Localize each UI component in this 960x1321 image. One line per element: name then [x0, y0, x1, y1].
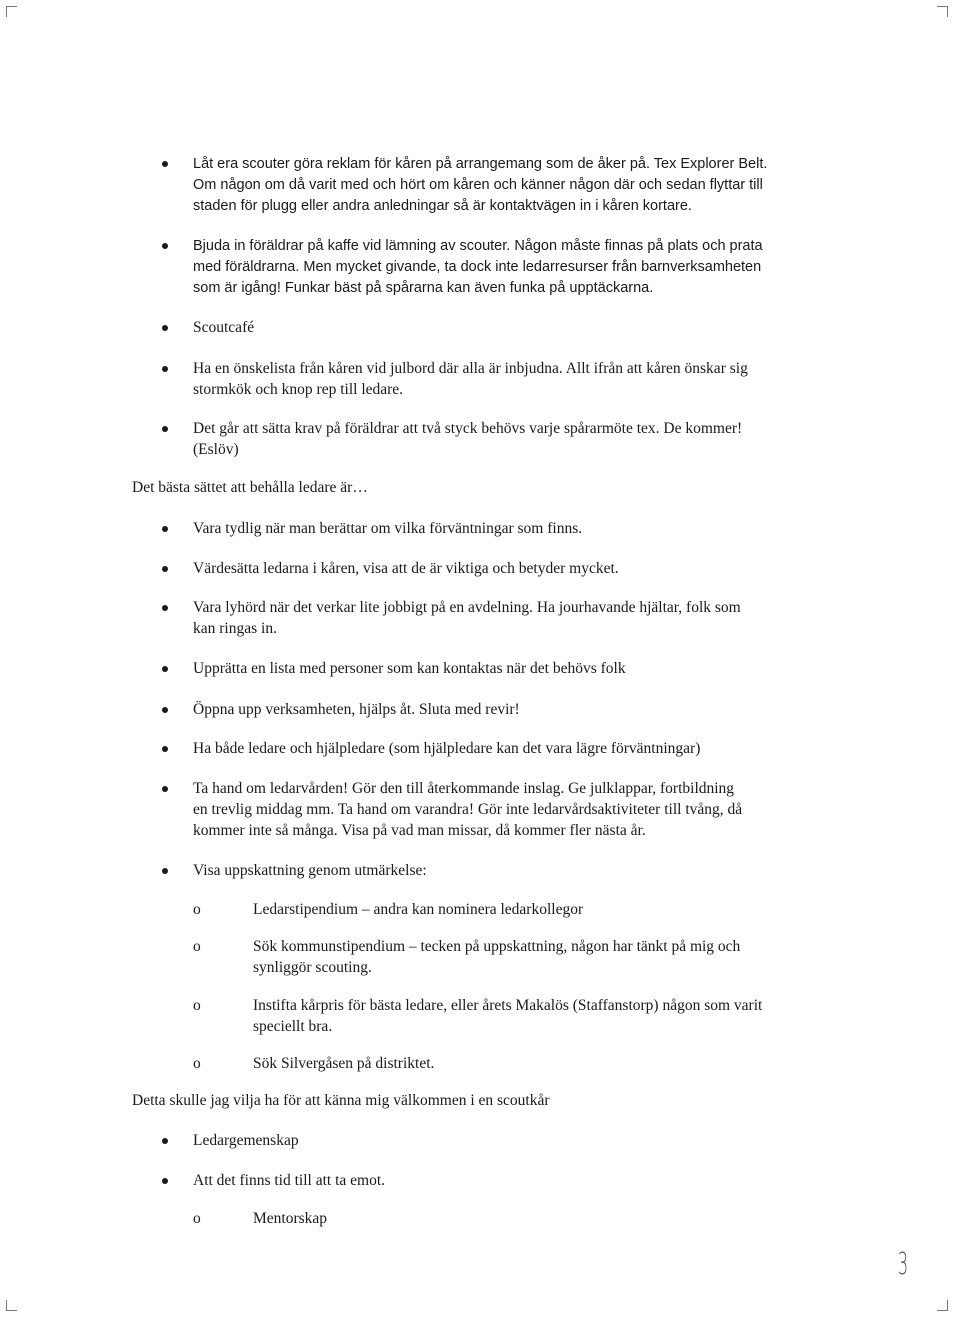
bullet-icon	[162, 243, 168, 249]
crop-mark-bottom-right	[937, 1300, 948, 1311]
list-item-line: med föräldrarna. Men mycket givande, ta dock inte ledarresurser från barnverksamheten	[193, 259, 762, 275]
crop-mark-top-right	[937, 6, 948, 17]
sub-list-item-line: Sök Silvergåsen på distriktet.	[253, 1055, 435, 1072]
bullet-icon	[162, 786, 168, 792]
list-item-line: Ta hand om ledarvården! Gör den till återkommande inslag. Ge julklappar, fortbildning	[193, 780, 735, 797]
list-item-line: Ha både ledare och hjälpledare (som hjälpledare kan det vara lägre förväntningar)	[193, 740, 701, 757]
bullet-icon	[162, 566, 168, 572]
sub-bullet-icon: o	[193, 997, 201, 1014]
list-item-line: Bjuda in föräldrar på kaffe vid lämning av scouter. Någon måste finnas på plats och prata	[193, 238, 763, 254]
bullet-icon	[162, 666, 168, 672]
list-item-line: Vara lyhörd när det verkar lite jobbigt på en avdelning. Ha jourhavande hjältar, folk som	[193, 599, 741, 616]
section-heading-welcome: Detta skulle jag vilja ha för att känna mig välkommen i en scoutkår	[132, 1092, 550, 1109]
bullet-icon	[162, 1138, 168, 1144]
sub-bullet-icon: o	[193, 1210, 201, 1227]
list-item-line: Att det finns tid till att ta emot.	[193, 1172, 386, 1189]
page-number: 3	[897, 1247, 908, 1282]
list-item-line: Upprätta en lista med personer som kan kontaktas när det behövs folk	[193, 660, 626, 677]
list-item-line: Vara tydlig när man berättar om vilka förväntningar som finns.	[193, 520, 583, 537]
list-item-line: Ha en önskelista från kåren vid julbord där alla är inbjudna. Allt ifrån att kåren önskar sig	[193, 360, 748, 377]
list-item-line: Visa uppskattning genom utmärkelse:	[193, 862, 427, 879]
sub-list-item-line: synliggör scouting.	[253, 959, 372, 976]
sub-list-item-line: Mentorskap	[253, 1210, 328, 1227]
list-item-line: stormkök och knop rep till ledare.	[193, 381, 404, 398]
sub-list-item-line: Sök kommunstipendium – tecken på uppskattning, någon har tänkt på mig och	[253, 938, 741, 955]
list-item-line: Låt era scouter göra reklam för kåren på arrangemang som de åker på. Tex Explorer Belt.	[193, 156, 768, 172]
bullet-icon	[162, 605, 168, 611]
bullet-icon	[162, 868, 168, 874]
sub-list-item-line: Ledarstipendium – andra kan nominera ledarkollegor	[253, 901, 584, 918]
sub-bullet-icon: o	[193, 901, 201, 918]
sub-list-item-line: Instifta kårpris för bästa ledare, eller årets Makalös (Staffanstorp) någon som varit	[253, 997, 763, 1014]
list-item-line: Scoutcafé	[193, 319, 255, 336]
crop-mark-bottom-left	[6, 1300, 17, 1311]
list-item-line: en trevlig middag mm. Ta hand om varandra! Gör inte ledarvårdsaktiviteter till tvång, då	[193, 801, 743, 818]
section-heading-retain-leaders: Det bästa sättet att behålla ledare är…	[132, 479, 368, 496]
bullet-icon	[162, 325, 168, 331]
list-item-line: (Eslöv)	[193, 441, 239, 458]
list-item-line: som är igång! Funkar bäst på spårarna kan även funka på upptäckarna.	[193, 280, 654, 296]
list-item-line: Om någon om då varit med och hört om kåren och känner någon där och sedan flyttar till	[193, 177, 763, 193]
bullet-icon	[162, 526, 168, 532]
bullet-icon	[162, 426, 168, 432]
sub-list-item-line: speciellt bra.	[253, 1018, 333, 1035]
list-item-line: kan ringas in.	[193, 620, 277, 637]
list-item-line: Värdesätta ledarna i kåren, visa att de är viktiga och betyder mycket.	[193, 560, 619, 577]
bullet-icon	[162, 366, 168, 372]
sub-bullet-icon: o	[193, 1055, 201, 1072]
list-item-line: staden för plugg eller andra anledningar så är kontaktvägen in i kåren kortare.	[193, 198, 692, 214]
bullet-icon	[162, 707, 168, 713]
list-item-line: kommer inte så många. Visa på vad man missar, då kommer fler nästa år.	[193, 822, 646, 839]
crop-mark-top-left	[6, 6, 17, 17]
sub-bullet-icon: o	[193, 938, 201, 955]
list-item-line: Öppna upp verksamheten, hjälps åt. Sluta med revir!	[193, 701, 520, 718]
list-item-line: Det går att sätta krav på föräldrar att två styck behövs varje spårarmöte tex. De kommer!	[193, 420, 743, 437]
bullet-icon	[162, 746, 168, 752]
bullet-icon	[162, 1178, 168, 1184]
list-item-line: Ledargemenskap	[193, 1132, 299, 1149]
bullet-icon	[162, 161, 168, 167]
